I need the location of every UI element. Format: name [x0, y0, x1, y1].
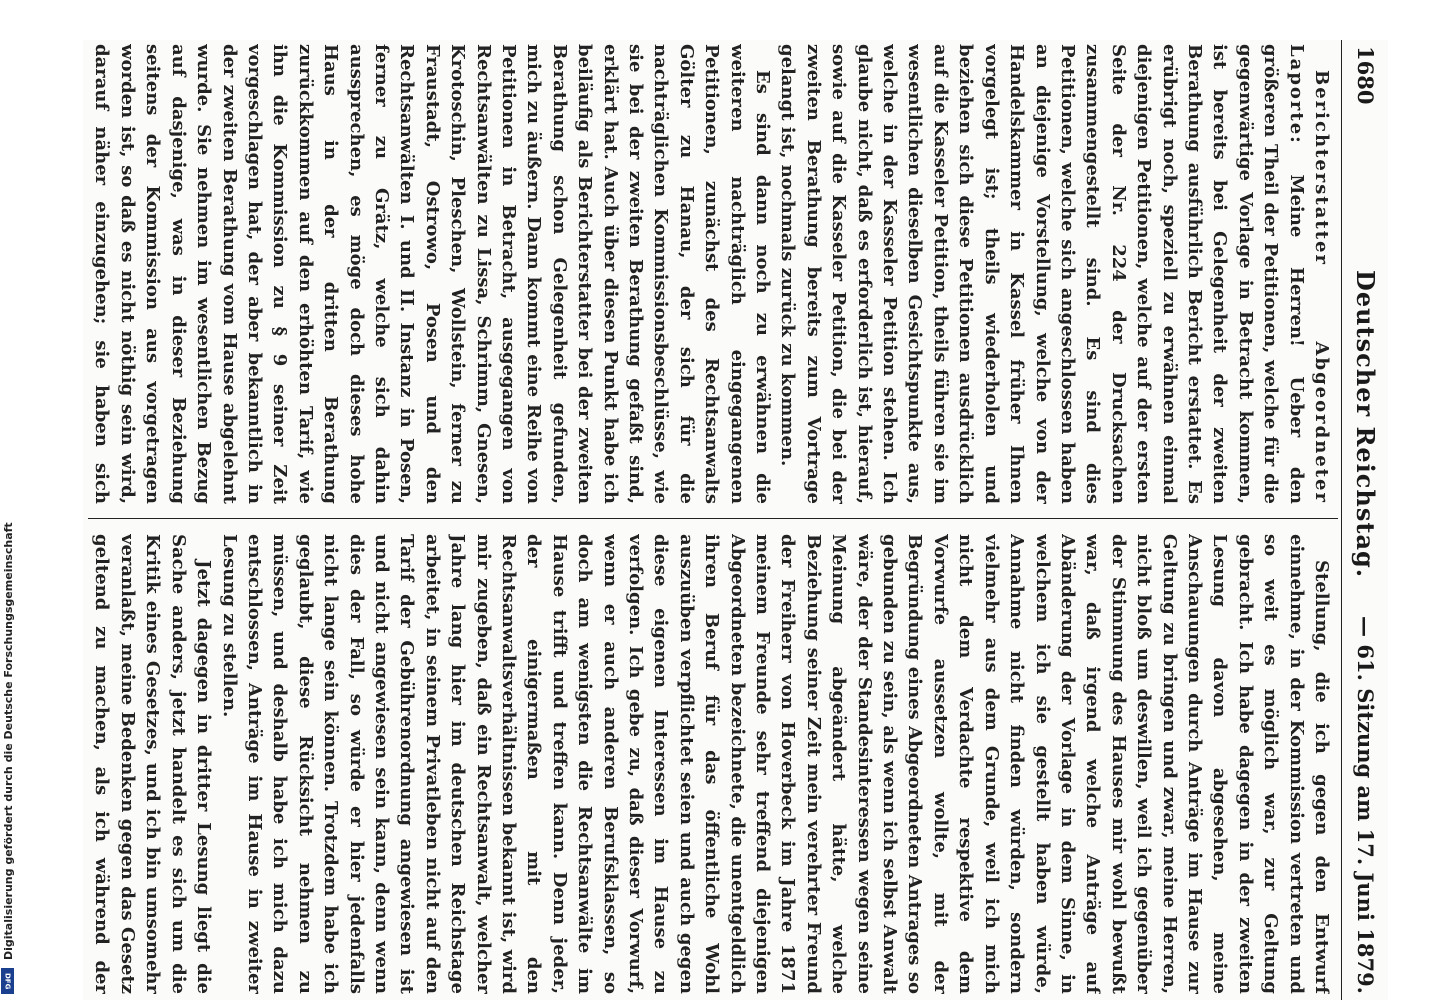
- paragraph: [775, 44, 1334, 504]
- paragraph: [88, 44, 775, 504]
- paragraph-text: Es sind dann noch zu erwähnen die weiteren nachträglich eingegangenen Petitionen, zunächst des Rechtsanwalts Gölter zu Hanau, der sich für die nachträglichen Kommissionsbeschlüsse, wie sie bei der zweiten Berathung gefaßt sind, erklärt hat. Auch über diesen Punkt habe ich beiläufig als Berichterstatter bei der zweiten Berathung schon Gelegenheit gefunden, mich zu äußern. Dann kommt eine Reihe von Petitionen in Betracht, ausgegangen von Rechtsanwälten zu Lissa, Schrimm, Gnesen, Krotoschin, Pleschen, Wollstein, ferner zu Fraustadt, Ostrowo, Posen und den Rechtsanwälten I. und II. Instanz in Posen, ferner zu Grätz, welche sich dahin aussprechen, es möge doch dieses hohe Haus in der dritten Berathung zurückkommen auf den erhöhten Tarif, wie ihn die Kommission zu § 9 seiner Zeit vorgeschlagen hat, der aber bekanntlich in der zweiten Berathung vom Hause abgelehnt wurde. Sie nehmen im wesentlichen Bezug auf dasjenige, was in dieser Beziehung seitens der Kommission aus vorgetragen worden ist, so daß es nicht nöthig sein wird, darauf näher einzugehen; sie haben sich: [91, 44, 774, 504]
- page-number: 1680: [1353, 46, 1378, 105]
- paragraph-text: Jetzt dagegen in dritter Lesung liegt die Sache anders, jetzt handelt es sich um die Kritik eines Gesetzes, und ich bin umsomehr veranlaßt, meine Bedenken gegen das Gesetz geltend zu machen, als ich während der: [91, 534, 215, 994]
- page-header: [1341, 40, 1388, 1000]
- digitization-watermark: Digitalisierung gefördert durch die Deutsche Forschungsgemeinschaft: [2, 522, 15, 960]
- paragraph: [88, 534, 216, 994]
- left-column: [88, 44, 1334, 504]
- dfg-logo: DFG: [1, 968, 14, 994]
- session-date: — 61. Sitzung am 17. Juni 1879.: [1353, 616, 1378, 994]
- document-page: [83, 40, 1388, 1000]
- right-column: [88, 534, 1334, 994]
- paragraph-text: Meine Herren! Ueber den größeren Theil der Petitionen, welche für die gegenwärtige Vorlage in Betracht kommen, ist bereits bei Gelegenheit der zweiten Berathung ausführlich Bericht erstattet. Es erübrigt noch, speziell zu erwähnen einmal diejenigen Petitionen, welche auf der ersten Seite der Nr. 224 der Drucksachen zusammengestellt sind. Es sind dies Petitionen, welche sich angeschlossen haben an diejenige Vorstellung, welche von der Handelskammer in Kassel früher Ihnen vorgelegt ist; theils wiederholen und beziehen sich diese Petitionen ausdrücklich auf die Kasseler Petition, theils führen sie im wesentlichen dieselben Gesichtspunkte aus, welche in der Kasseler Petition stehen. Ich glaube nicht, daß es erforderlich ist, hierauf, sowie auf die Kasseler Petition, die bei der zweiten Berathung bereits zum Vortrage gelangt ist, nochmals zurück zu kommen.: [777, 44, 1307, 504]
- column-divider: [88, 518, 1338, 519]
- paragraph-text: Stellung, die ich gegen den Entwurf einnehme, in der Kommission vertreten und so weit es möglich war, zur Geltung gebracht. Ich habe dagegen in der zweiten Lesung davon abgesehen, meine Anschauungen durch Anträge im Hause zur Geltung zu bringen und zwar, meine Herren, nicht bloß um deswillen, weil ich gegenüber der Stimmung des Hauses mir wohl bewußt war, daß irgend welche Anträge auf Abänderung der Vorlage in dem Sinne, in welchem ich sie gestellt haben würde, Annahme nicht finden würden, sondern vielmehr aus dem Grunde, weil ich mich nicht dem Verdachte respektive dem Vorwurfe aussetzen wollte, mit der Begründung eines Abgeordneten Antrages so gebunden zu sein, als wenn ich selbst Anwalt wäre, der der Standesinteressen wegen seine Meinung abgeändert hätte, welche Beziehung seiner Zeit mein verehrter Freund der Freiherr von Hoverbeck im Jahre 1871 meinem Freunde sehr treffend diejenigen Abgeordneten bezeichnete, die unentgeldlich ihren Beruf für das öffentliche Wohl auszuüben verpflichtet seien und auch gegen diese eigenen Interessen im Hause zu verfolgen. Ich gebe zu, daß dieser Vorwurf, wenn er auch anderen Berufsklassen, so doch am wenigsten die Rechtsanwälte im Hause trifft und treffen kann. Denn jeder, der einigermaßen mit den Rechtsanwaltsverhältnissen bekannt ist, wird mir zugeben, daß ein Rechtsanwalt, welcher Jahre lang hier im deutschen Reichstage arbeitet, in seinem Privatleben nicht auf den Tarif der Gebührenordnung angewiesen ist und nicht angewiesen sein kann, denn wenn dies der Fall, so würde er hier jedenfalls nicht lange sein können. Trotzdem habe ich geglaubt, diese Rücksicht nehmen zu müssen, und deshalb habe ich mich dazu entschlossen, Anträge im Hause in zweiter Lesung zu stellen.: [218, 534, 1332, 994]
- speaker-name: Berichterstatter Abgeordneter Laporte:: [1285, 44, 1332, 504]
- page-title: Deutscher Reichstag.: [1351, 270, 1380, 579]
- paragraph: [216, 534, 1334, 994]
